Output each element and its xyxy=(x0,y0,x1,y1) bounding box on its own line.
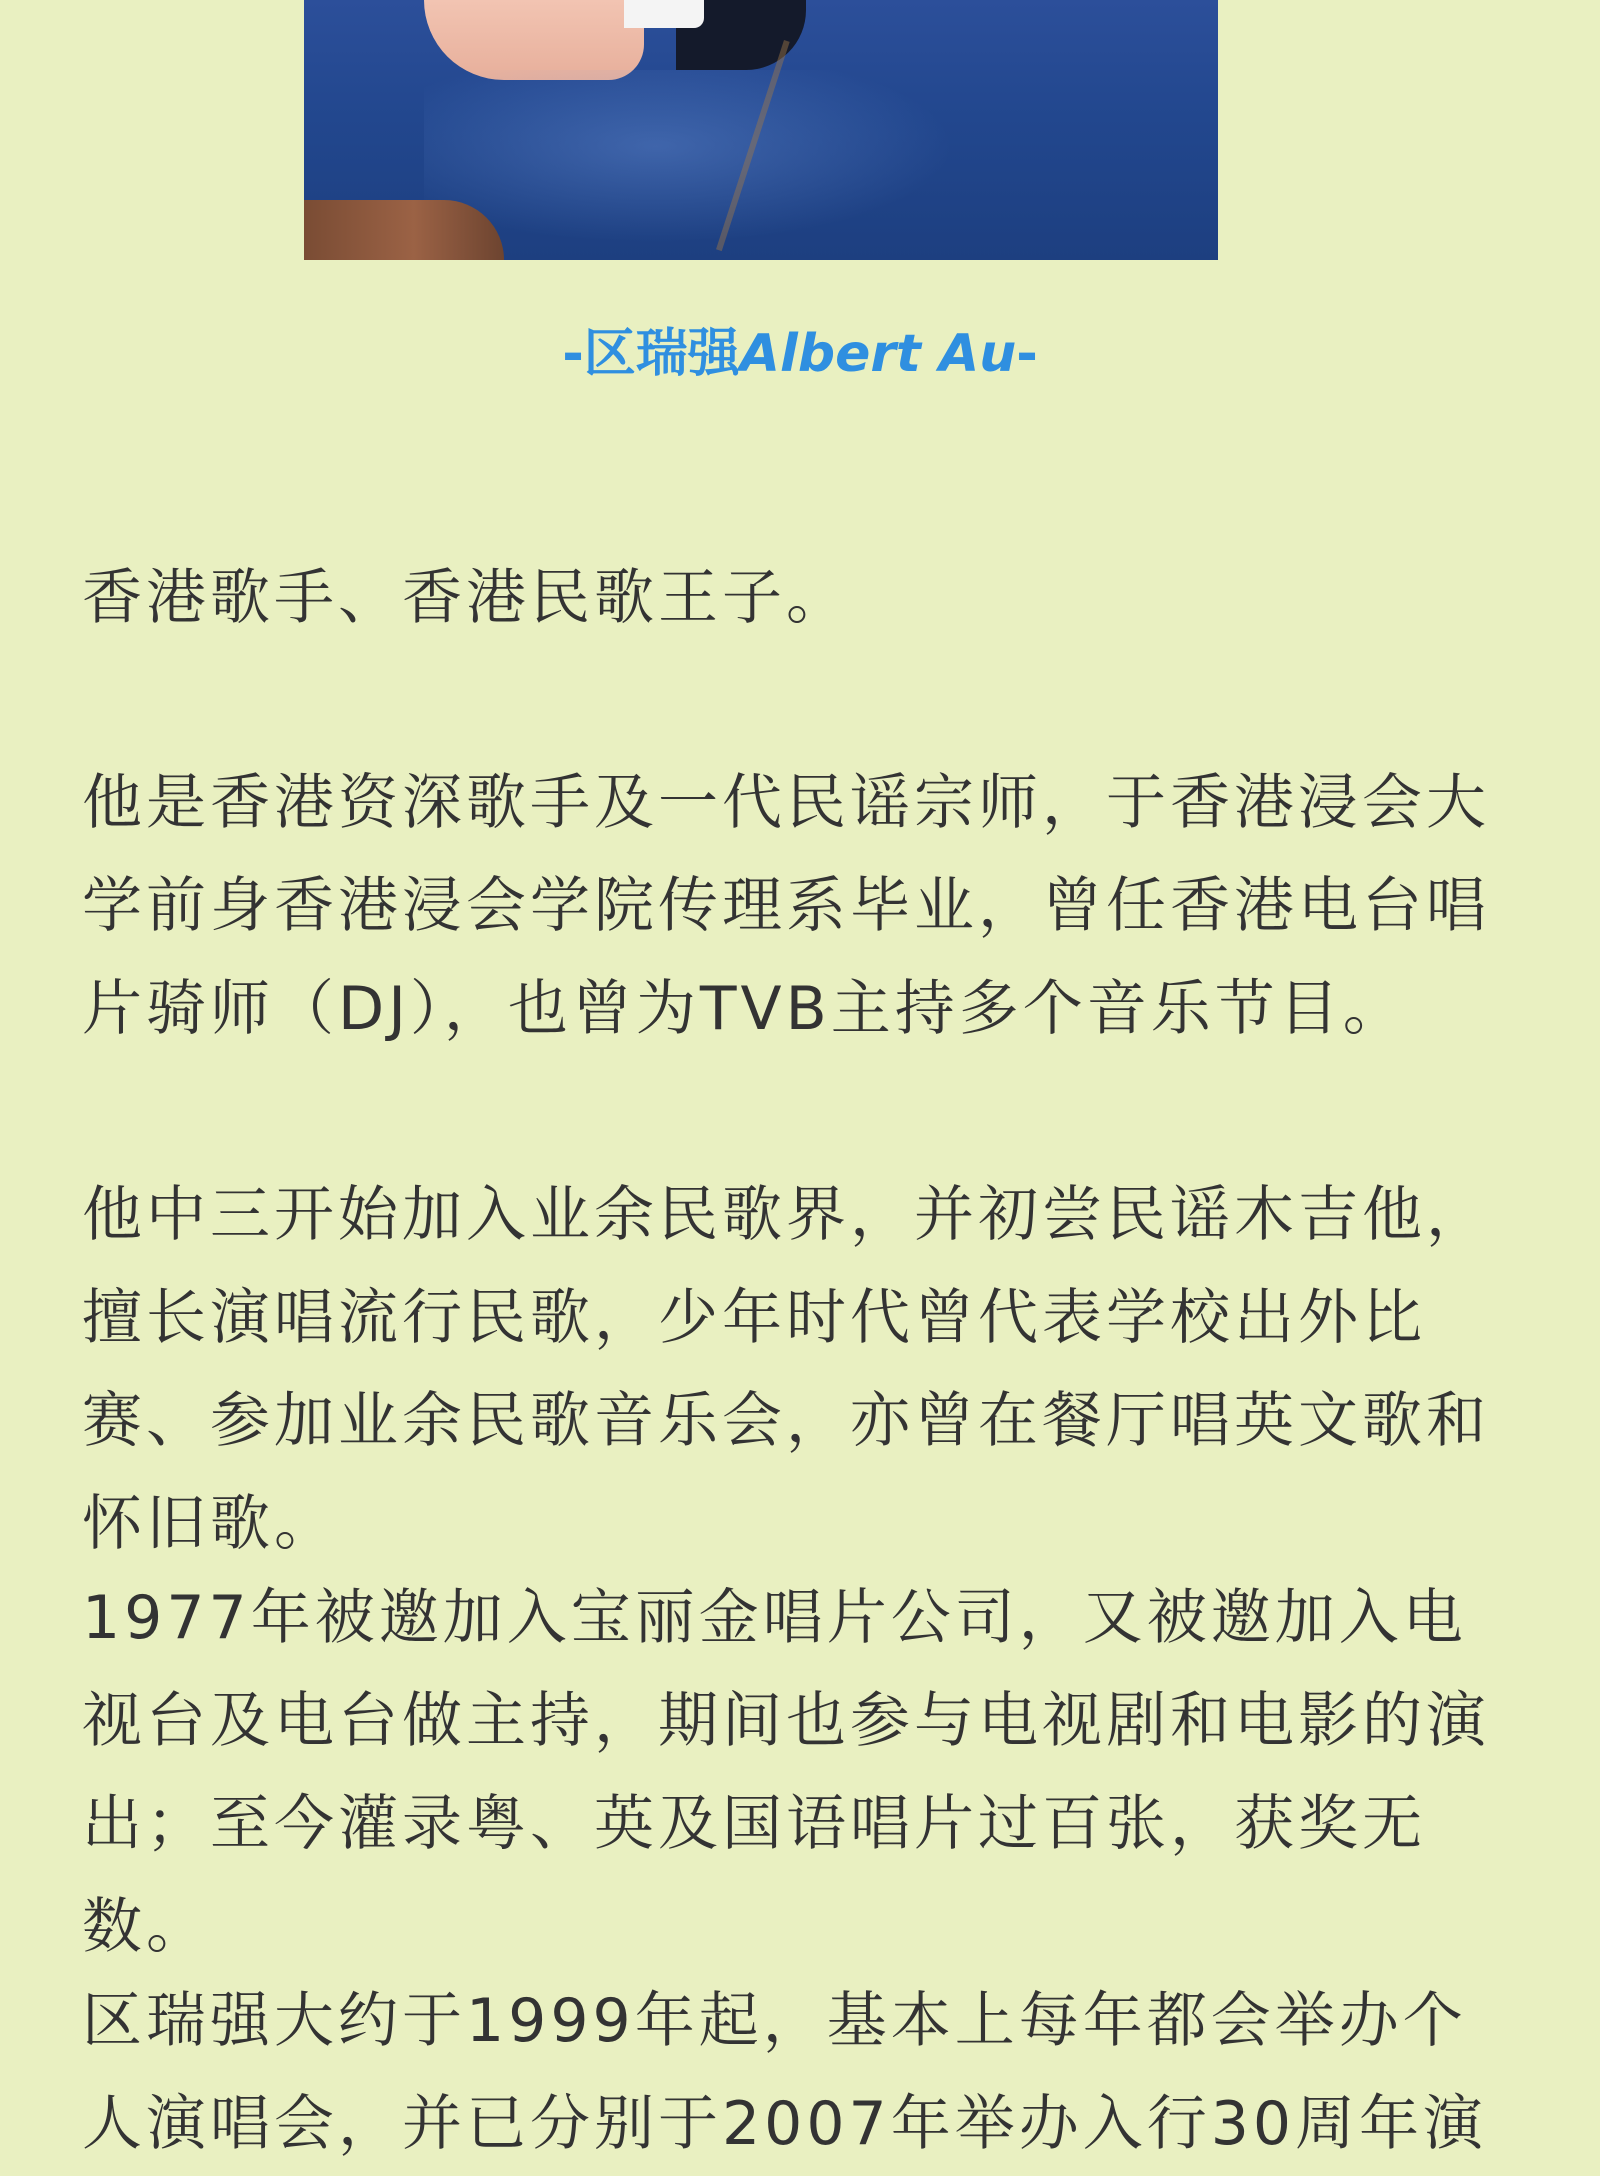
photo-jeans xyxy=(424,70,1004,260)
bio-paragraph-concerts: 区瑞强大约于1999年起，基本上每年都会举办个人演唱会，并已分别于2007年举办入行30周年演 xyxy=(82,1986,1488,2159)
bio-paragraph-1977: 1977年被邀加入宝丽金唱片公司，又被邀加入电视台及电台做主持，期间也参与电视剧和电影的演出；至今灌录粤、英及国语唱片过百张，获奖无数。 xyxy=(82,1583,1490,1962)
bio-paragraph-career: 他是香港资深歌手及一代民谣宗师，于香港浸会大学前身香港浸会学院传理系毕业，曾任香港电台唱片骑师（DJ），也曾为TVB主持多个音乐节目。 xyxy=(82,768,1490,1044)
photo-shirt-cuff xyxy=(624,0,704,28)
intro-paragraph: 香港歌手、香港民歌王子。 xyxy=(82,563,850,633)
photo-chair xyxy=(304,200,504,260)
caption-english-name: Albert Au xyxy=(739,324,1017,384)
caption-suffix: - xyxy=(1016,324,1038,384)
caption-prefix: -区瑞强 xyxy=(562,324,740,384)
photo-hand xyxy=(424,0,644,80)
bio-paragraph-early-years: 他中三开始加入业余民歌界，并初尝民谣木吉他，擅长演唱流行民歌，少年时代曾代表学校出外比赛、参加业余民歌音乐会，亦曾在餐厅唱英文歌和怀旧歌。 xyxy=(82,1180,1490,1559)
singer-photo xyxy=(304,0,1218,260)
photo-caption xyxy=(0,322,1600,386)
